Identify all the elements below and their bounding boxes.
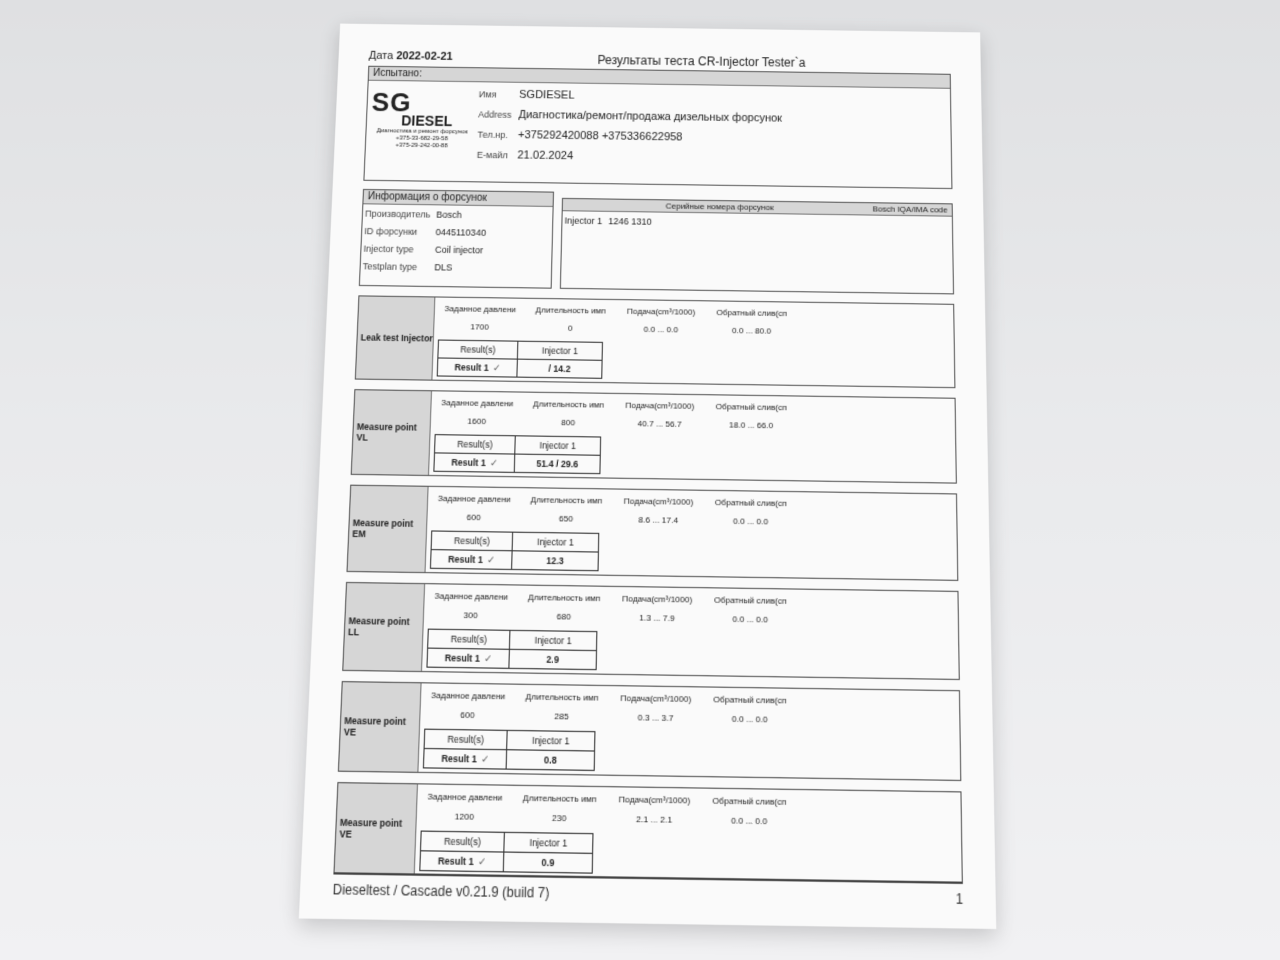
check-icon: ✓ [492,361,501,373]
check-icon: ✓ [483,652,492,664]
info-label: Injector type [363,242,414,254]
result-row-label: Result 1 [451,456,486,469]
column-delivery: Подача(cm³/1000) [618,794,691,806]
result-value: 0.9 [541,856,555,869]
info-value: DLS [434,261,453,273]
result-table [433,434,601,474]
column-pressure: Заданное давлени [437,493,511,505]
result-row-label: Result 1 [444,652,481,664]
results-label: Result(s) [421,832,505,852]
injector-info-title: Информация о форсунок [363,190,553,207]
value-pulse: 680 [556,611,571,622]
tests-list [333,295,962,884]
test-block [333,782,962,884]
serials-code-label: Bosch IQA/IMA code [872,204,948,215]
column-pressure: Заданное давлени [441,397,514,409]
value-delivery: 0.3 ... 3.7 [637,712,674,724]
column-delivery: Подача(cm³/1000) [626,306,696,317]
column-backflow: Обратный слив(cп [713,694,787,706]
column-delivery: Подача(cm³/1000) [623,496,694,507]
column-pulse: Длительность имп [535,305,606,316]
column-backflow: Обратный слив(cп [716,307,787,319]
column-pressure: Заданное давлени [430,690,506,702]
company-row-value: SGDIESEL [518,88,575,102]
value-pressure: 1600 [467,416,487,427]
value-backflow: 0.0 ... 0.0 [732,614,768,625]
value-pressure: 600 [460,709,475,721]
results-label: Result(s) [425,730,508,749]
software-version: Dieseltest / Cascade v0.21.9 (build 7) [332,881,550,902]
results-label: Result(s) [435,435,516,453]
value-backflow: 0.0 ... 0.0 [733,516,769,527]
info-value: Bosch [436,208,462,220]
value-backflow: 0.0 ... 0.0 [731,713,768,725]
result-table [419,831,593,874]
company-fields [476,84,951,188]
serial-injector-value: 1246 1310 [608,215,652,227]
injector-column-label: Injector 1 [529,836,568,849]
result-row-label: Result 1 [454,361,489,373]
logo-diesel: DIESEL [400,112,453,130]
injector-column-label: Injector 1 [531,734,570,747]
info-value: 0445110340 [435,226,487,238]
result-table [426,629,597,671]
value-pulse: 0 [567,323,573,333]
result-value: 0.8 [543,754,557,766]
value-delivery: 2.1 ... 2.1 [636,814,673,826]
result-value: 12.3 [546,555,564,567]
test-name: Measure point VL [352,390,432,475]
injector-column-label: Injector 1 [534,634,572,647]
check-icon: ✓ [477,855,486,867]
value-pulse: 650 [558,513,574,524]
column-pulse: Длительность имп [532,399,605,410]
company-row-label: Address [478,109,512,120]
info-label: ID форсунки [364,225,418,237]
test-block [338,681,962,781]
column-delivery: Подача(cm³/1000) [620,693,692,705]
value-pressure: 300 [463,610,478,621]
result-value: 51.4 / 29.6 [536,458,579,470]
column-pulse: Длительность имп [530,494,603,506]
info-label: Testplan type [362,260,418,272]
column-pulse: Длительность имп [527,592,601,604]
injector-column-label: Injector 1 [541,345,579,357]
logo-sg: SG [371,86,413,118]
check-icon: ✓ [486,553,495,565]
column-pulse: Длительность имп [522,792,597,805]
info-label: Производитель [364,207,431,220]
result-table [423,729,596,771]
company-logo [364,83,479,182]
result-table [437,340,603,379]
test-block [346,485,958,581]
company-row-label: Тел.нр. [477,129,508,141]
result-row-label: Result 1 [437,855,474,868]
test-name: Measure point VE [339,682,422,772]
test-name: Leak test Injector [356,296,436,379]
value-pressure: 600 [466,512,481,523]
test-block [342,582,960,680]
column-pressure: Заданное давлени [444,303,517,315]
report-title: Результаты теста CR-Injector Tester`a [597,52,806,70]
column-pressure: Заданное давлени [427,791,503,803]
serials-title: Серийные номера форсунок [665,201,774,213]
printed-report [299,24,996,929]
result-value: 2.9 [546,653,560,666]
value-backflow: 0.0 ... 80.0 [732,325,772,336]
logo-line-3: +375-29-242-00-88 [395,142,448,150]
result-table [430,530,599,571]
test-name: Measure point EM [348,486,429,572]
test-name: Measure point VE [335,783,418,874]
company-row-label: E-майл [476,149,508,161]
value-backflow: 18.0 ... 66.0 [729,420,774,431]
result-value: / 14.2 [548,363,571,375]
column-pressure: Заданное давлени [434,590,509,602]
check-icon: ✓ [489,456,498,468]
injector-column-label: Injector 1 [539,439,577,452]
injector-column-label: Injector 1 [536,536,574,548]
column-backflow: Обратный слив(cп [714,497,787,509]
value-delivery: 1.3 ... 7.9 [639,612,675,624]
page-number: 1 [955,890,964,908]
column-pulse: Длительность имп [525,691,599,703]
company-row-value: +375292420088 +375336622958 [517,129,683,144]
value-pulse: 285 [554,711,569,722]
info-value: Coil injector [434,243,484,255]
company-row-label: Имя [478,89,497,100]
value-delivery: 8.6 ... 17.4 [638,514,679,526]
company-box [363,66,952,189]
column-backflow: Обратный слив(cп [714,595,787,607]
column-delivery: Подача(cm³/1000) [622,593,693,605]
company-row-value: 21.02.2024 [517,149,574,163]
column-backflow: Обратный слив(cп [712,795,787,808]
serials-box [560,198,954,295]
test-block [351,389,957,484]
logo-line-1: Диагностика и ремонт форсунок [376,128,468,136]
value-backflow: 0.0 ... 0.0 [731,815,768,827]
value-pressure: 1200 [454,811,475,823]
result-row-label: Result 1 [447,553,484,566]
serial-injector-label: Injector 1 [564,214,603,226]
test-block [355,295,956,388]
info-row [360,257,551,277]
date-value: 2022-02-21 [396,50,453,63]
company-row-value: Диагностика/ремонт/продажа дизельных форсунок [518,108,783,125]
results-label: Result(s) [432,532,513,551]
value-delivery: 40.7 ... 56.7 [637,418,682,430]
test-name: Measure point LL [343,583,425,671]
check-icon: ✓ [480,752,489,765]
date-label: Дата [368,49,394,63]
value-pulse: 800 [561,417,576,428]
column-delivery: Подача(cm³/1000) [625,400,695,412]
result-row-label: Result 1 [441,752,478,765]
column-backflow: Обратный слив(cп [715,401,787,413]
results-label: Result(s) [428,630,510,649]
logo-line-2: +375-33-682-29-58 [395,135,448,143]
value-pulse: 230 [551,812,567,824]
value-delivery: 0.0 ... 0.0 [643,324,679,335]
tested-label: Испытано: [369,67,950,89]
results-label: Result(s) [438,341,518,359]
injector-info-box [359,189,554,289]
value-pressure: 1700 [470,322,489,332]
